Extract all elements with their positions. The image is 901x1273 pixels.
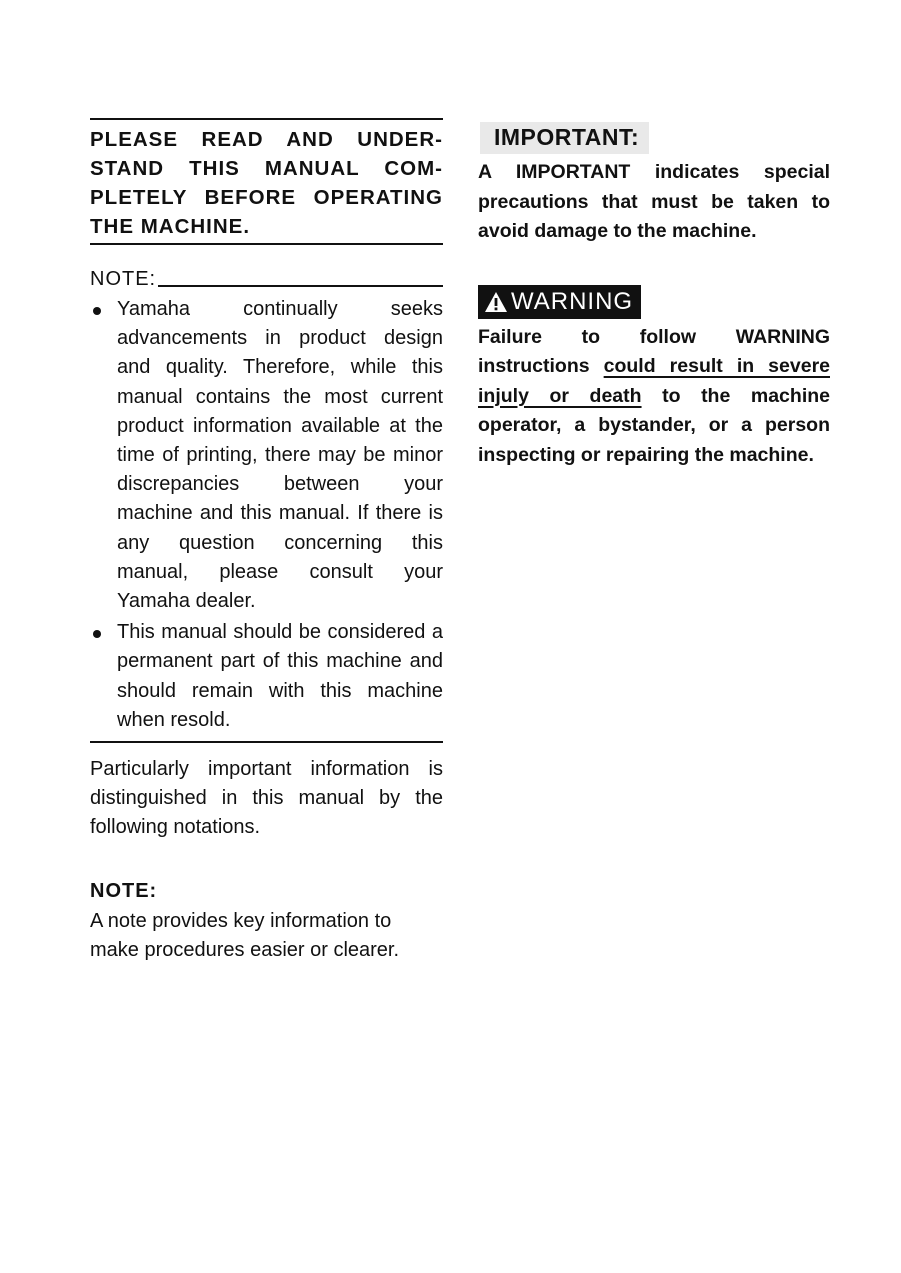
notice-bottom-rule <box>90 243 443 245</box>
notations-intro: Particularly important information is distinguished in this manual by the following notations. <box>90 758 443 839</box>
warning-body-end: to the machine operator, a bystander, or a person inspecting or repairing the machine. <box>478 384 830 466</box>
notice-line: THE MACHINE. <box>90 215 251 238</box>
bullet-text: Yamaha continually seeks advancements in product design and quality. Therefore, while this manual contains the most current product information available at the time of printing, there may be minor discrepancies between your machine and this manual. If there is any question concerning this manual, please consult your Yamaha dealer. <box>117 298 443 613</box>
warning-title: WARNING <box>511 287 634 315</box>
warning-body-start: Failure to follow WARNING instructions <box>478 325 830 377</box>
read-manual-notice <box>90 125 443 243</box>
warning-body-underlined: could result in severe injuly or death <box>478 355 830 407</box>
note-bullet-list <box>90 295 443 735</box>
notice-line: PLEASE READ AND UNDER- <box>90 128 443 151</box>
warning-body <box>478 323 830 471</box>
left-column <box>90 118 443 965</box>
important-title: IMPORTANT: <box>480 122 649 154</box>
note-notation-title: NOTE: <box>90 879 158 902</box>
right-column <box>478 122 830 470</box>
top-rule <box>90 118 443 120</box>
notice-line: PLETELY BEFORE OPERATING <box>90 186 443 209</box>
note-title: NOTE: <box>90 268 157 290</box>
note-notation-body: A note provides key information to make procedures easier or clearer. <box>90 909 400 961</box>
bullet-icon <box>93 630 101 638</box>
bullet-icon <box>93 307 101 315</box>
note-heading <box>90 265 443 293</box>
note-title-rule <box>158 285 443 287</box>
note-bottom-rule <box>90 741 443 743</box>
list-item <box>90 295 443 616</box>
important-body: A IMPORTANT indicates special precautions that must be taken to avoid damage to the machine. <box>478 161 830 242</box>
warning-title-box <box>478 285 641 319</box>
bullet-text: This manual should be considered a permanent part of this machine and should remain with this machine when resold. <box>117 621 443 731</box>
warning-triangle-icon <box>484 291 508 313</box>
list-item <box>90 618 443 735</box>
notice-line: STAND THIS MANUAL COM- <box>90 157 443 180</box>
